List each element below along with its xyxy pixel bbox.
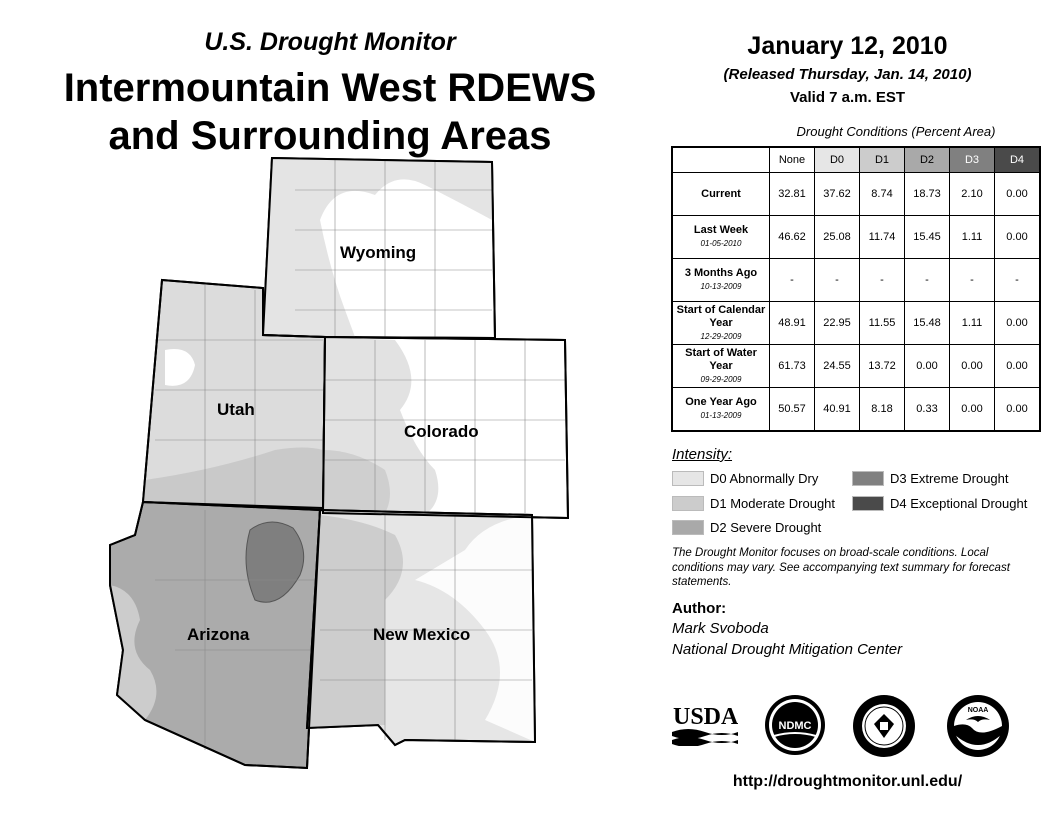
- legend-swatch-d0: [672, 471, 704, 486]
- row-label: One Year Ago: [685, 396, 757, 408]
- table-cell: 15.48: [905, 302, 950, 345]
- table-cell: 25.08: [815, 216, 860, 259]
- table-cell: 32.81: [770, 173, 815, 216]
- commerce-seal-logo: [852, 694, 916, 758]
- table-cell: 46.62: [770, 216, 815, 259]
- table-cell: 1.11: [950, 302, 995, 345]
- table-cell: 24.55: [815, 345, 860, 388]
- map-title: [10, 64, 650, 160]
- table-cell: 0.00: [995, 302, 1041, 345]
- legend-item-d0: [672, 471, 818, 486]
- row-date: 10-13-2009: [700, 282, 742, 291]
- col-header-d3: D3: [950, 147, 995, 173]
- legend-swatch-d4: [852, 496, 884, 511]
- author-name: Mark Svoboda: [672, 620, 769, 637]
- row-date: 12-29-2009: [700, 331, 742, 341]
- table-cell: 18.73: [905, 173, 950, 216]
- arizona-label: Arizona: [187, 625, 250, 644]
- legend-item-d4: [852, 496, 1027, 511]
- row-header: [672, 216, 770, 259]
- table-cell: 0.33: [905, 388, 950, 432]
- row-date: 01-13-2009: [700, 411, 742, 420]
- table-cell: 37.62: [815, 173, 860, 216]
- noaa-logo: [946, 694, 1010, 758]
- legend-item-d2: [672, 520, 821, 535]
- table-row: [672, 388, 1040, 432]
- table-cell: 11.55: [860, 302, 905, 345]
- table-cell: -: [905, 259, 950, 302]
- row-header: [672, 173, 770, 216]
- disclaimer-note: The Drought Monitor focuses on broad-scale conditions. Local conditions may vary. See accompanying text summary for forecast statements.: [672, 547, 1010, 588]
- ndmc-logo: [764, 694, 826, 756]
- legend-swatch-d2: [672, 520, 704, 535]
- usda-logo: [672, 700, 738, 746]
- drought-conditions-table: [671, 146, 1041, 432]
- colorado-label: Colorado: [404, 422, 479, 441]
- table-cell: 0.00: [995, 173, 1041, 216]
- table-row: [672, 302, 1040, 345]
- table-cell: 0.00: [995, 388, 1041, 432]
- table-cell: -: [995, 259, 1041, 302]
- row-label: Start of Water Year: [685, 346, 757, 372]
- table-cell: 2.10: [950, 173, 995, 216]
- report-date: January 12, 2010: [747, 32, 948, 60]
- drought-map: [95, 150, 575, 775]
- map-subtitle: U.S. Drought Monitor: [204, 28, 456, 56]
- table-cell: 0.00: [950, 345, 995, 388]
- author-org: National Drought Mitigation Center: [672, 641, 903, 658]
- legend-title: Intensity:: [672, 446, 733, 463]
- new-mexico-label: New Mexico: [373, 625, 471, 644]
- website-url[interactable]: http://droughtmonitor.unl.edu/: [732, 773, 963, 790]
- row-header: [672, 345, 770, 388]
- row-header: [672, 302, 770, 345]
- table-corner: [672, 147, 770, 173]
- release-date: (Released Thursday, Jan. 14, 2010): [723, 66, 972, 83]
- table-cell: 0.00: [905, 345, 950, 388]
- table-cell: 50.57: [770, 388, 815, 432]
- table-cell: 8.18: [860, 388, 905, 432]
- table-row: [672, 173, 1040, 216]
- table-cell: 8.74: [860, 173, 905, 216]
- row-label: Current: [701, 187, 741, 200]
- ndmc-logo-text: NDMC: [778, 720, 812, 732]
- usda-logo-text: USDA: [673, 704, 738, 730]
- table-row: [672, 216, 1040, 259]
- table-cell: 0.00: [995, 216, 1041, 259]
- map-title-line1: Intermountain West RDEWS: [63, 66, 597, 110]
- col-header-none: None: [770, 147, 815, 173]
- table-row: [672, 259, 1040, 302]
- row-header: [672, 388, 770, 432]
- legend-item-d1: [672, 496, 835, 511]
- table-cell: 11.74: [860, 216, 905, 259]
- col-header-d4: D4: [995, 147, 1041, 173]
- legend-swatch-d1: [672, 496, 704, 511]
- table-cell: 22.95: [815, 302, 860, 345]
- col-header-d2: D2: [905, 147, 950, 173]
- table-row: [672, 345, 1040, 388]
- table-cell: 61.73: [770, 345, 815, 388]
- map-title-line2: and Surrounding Areas: [108, 114, 552, 158]
- legend-label-d0: D0 Abnormally Dry: [710, 471, 819, 486]
- legend-label-d1: D1 Moderate Drought: [710, 496, 836, 511]
- row-label: 3 Months Ago: [684, 267, 758, 279]
- row-label: Last Week: [693, 224, 749, 236]
- table-cell: 15.45: [905, 216, 950, 259]
- col-header-d1: D1: [860, 147, 905, 173]
- row-label: Start of Calendar Year: [676, 303, 766, 329]
- utah-label: Utah: [217, 400, 255, 419]
- legend-label-d2: D2 Severe Drought: [710, 520, 822, 535]
- table-cell: 48.91: [770, 302, 815, 345]
- col-header-d0: D0: [815, 147, 860, 173]
- valid-time: Valid 7 a.m. EST: [789, 89, 906, 106]
- table-cell: 0.00: [995, 345, 1041, 388]
- legend-item-d3: [852, 471, 1009, 486]
- legend-label-d4: D4 Exceptional Drought: [890, 496, 1028, 511]
- table-cell: -: [950, 259, 995, 302]
- table-caption: Drought Conditions (Percent Area): [796, 124, 996, 139]
- row-date: 01-05-2010: [700, 239, 742, 248]
- legend-swatch-d3: [852, 471, 884, 486]
- table-cell: -: [770, 259, 815, 302]
- table-cell: -: [860, 259, 905, 302]
- table-cell: 1.11: [950, 216, 995, 259]
- table-cell: 40.91: [815, 388, 860, 432]
- author-heading: Author:: [672, 600, 727, 617]
- table-cell: -: [815, 259, 860, 302]
- wyoming-label: Wyoming: [340, 243, 417, 262]
- row-date: 09-29-2009: [700, 374, 742, 384]
- table-header-row: [672, 147, 1040, 173]
- table-cell: 0.00: [950, 388, 995, 432]
- noaa-logo-text: NOAA: [967, 707, 989, 714]
- legend-label-d3: D3 Extreme Drought: [890, 471, 1009, 486]
- row-header: [672, 259, 770, 302]
- table-cell: 13.72: [860, 345, 905, 388]
